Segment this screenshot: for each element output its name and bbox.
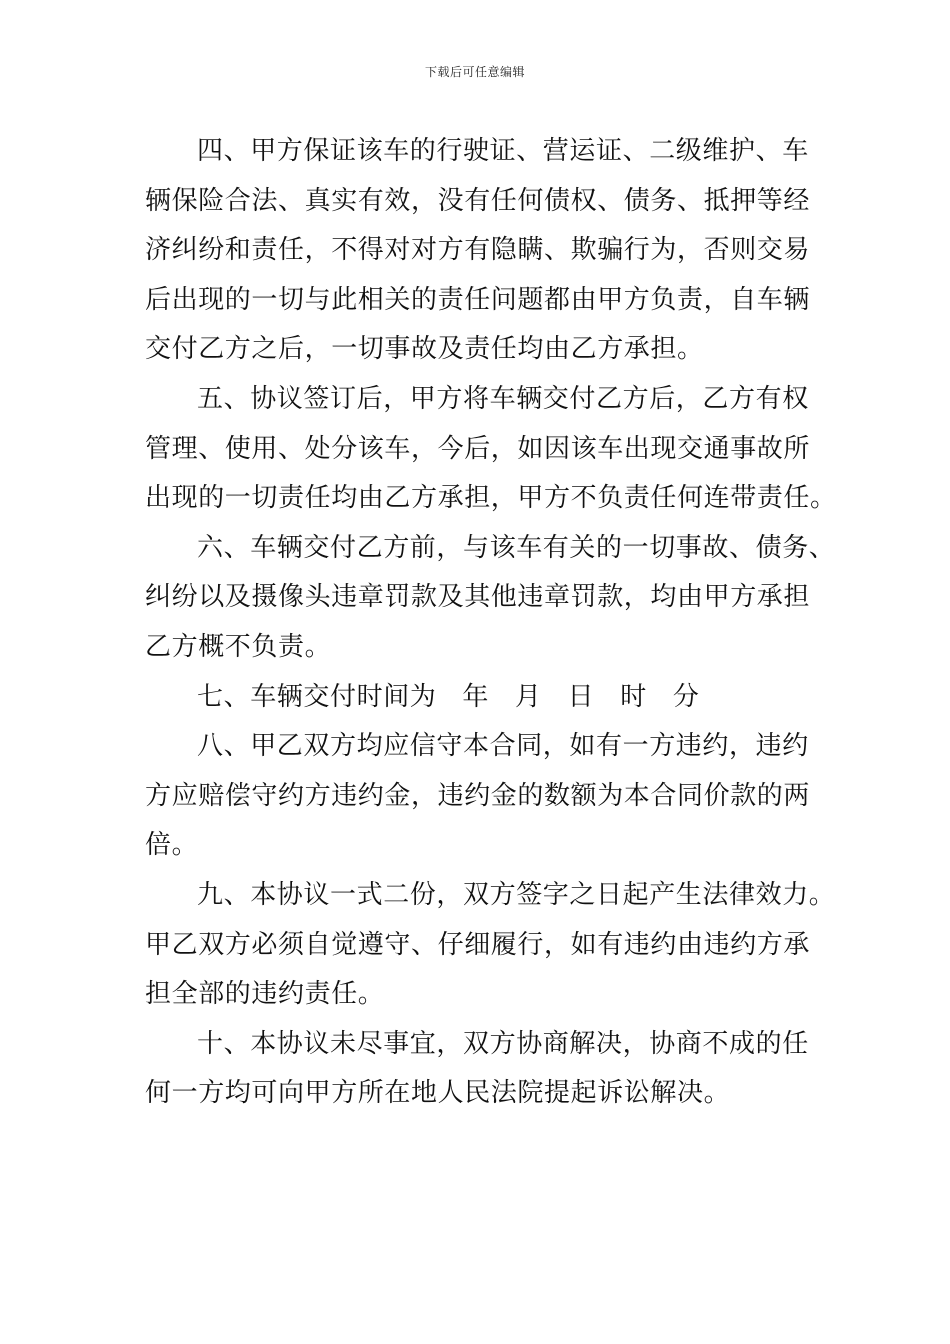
clause-6-line: 六、车辆交付乙方前，与该车有关的一切事故、债务、 xyxy=(197,532,836,563)
clause-4 xyxy=(145,127,845,375)
delivery-time-line xyxy=(145,673,845,723)
clause-8-line: 方应赔偿守约方违约金，违约金的数额为本合同价款的两 xyxy=(145,780,811,811)
minute-label: 分 xyxy=(672,681,700,712)
clause-5-line: 五、协议签订后，甲方将车辆交付乙方后，乙方有权 xyxy=(197,383,809,414)
clause-10-line: 何一方均可向甲方所在地人民法院提起诉讼解决。 xyxy=(145,1078,731,1109)
clause-7 xyxy=(145,673,845,723)
clause-6 xyxy=(145,524,845,673)
clause-10-line: 十、本协议未尽事宜，双方协商解决，协商不成的任 xyxy=(197,1028,809,1059)
clause-8 xyxy=(145,722,845,871)
contract-body xyxy=(145,127,845,1119)
clause-4-line: 后出现的一切与此相关的责任问题都由甲方负责，自车辆 xyxy=(145,284,811,315)
month-label: 月 xyxy=(515,681,542,712)
clause-8-line: 倍。 xyxy=(145,830,199,861)
delivery-time-label: 七、车辆交付时间为 xyxy=(197,681,437,712)
clause-9-line: 甲乙双方必须自觉遵守、仔细履行，如有违约由违约方承 xyxy=(145,929,811,960)
hour-label: 时 xyxy=(620,681,647,712)
clause-9-line: 担全部的违约责任。 xyxy=(145,979,385,1010)
clause-4-line: 辆保险合法、真实有效，没有任何债权、债务、抵押等经 xyxy=(145,185,811,216)
clause-5 xyxy=(145,375,845,524)
clause-5-line: 管理、使用、处分该车，今后，如因该车出现交通事故所 xyxy=(145,433,811,464)
day-label: 日 xyxy=(567,681,595,712)
clause-5-line: 出现的一切责任均由乙方承担，甲方不负责任何连带责任。 xyxy=(145,483,837,514)
clause-6-line: 乙方概不负责。 xyxy=(145,631,332,662)
clause-4-line: 交付乙方之后，一切事故及责任均由乙方承担。 xyxy=(145,334,704,365)
clause-4-line: 济纠纷和责任，不得对对方有隐瞒、欺骗行为，否则交易 xyxy=(145,235,811,266)
clause-8-line: 八、甲乙双方均应信守本合同，如有一方违约，违约 xyxy=(197,731,809,762)
year-label: 年 xyxy=(462,681,490,712)
clause-4-line: 四、甲方保证该车的行驶证、营运证、二级维护、车 xyxy=(197,136,809,166)
header-note: 下载后可任意编辑 xyxy=(424,65,525,79)
clause-6-line: 纠纷以及摄像头违章罚款及其他违章罚款，均由甲方承担 xyxy=(145,582,811,613)
clause-9 xyxy=(145,871,845,1020)
clause-10 xyxy=(145,1020,845,1119)
clause-9-line: 九、本协议一式二份，双方签字之日起产生法律效力。 xyxy=(197,879,836,910)
